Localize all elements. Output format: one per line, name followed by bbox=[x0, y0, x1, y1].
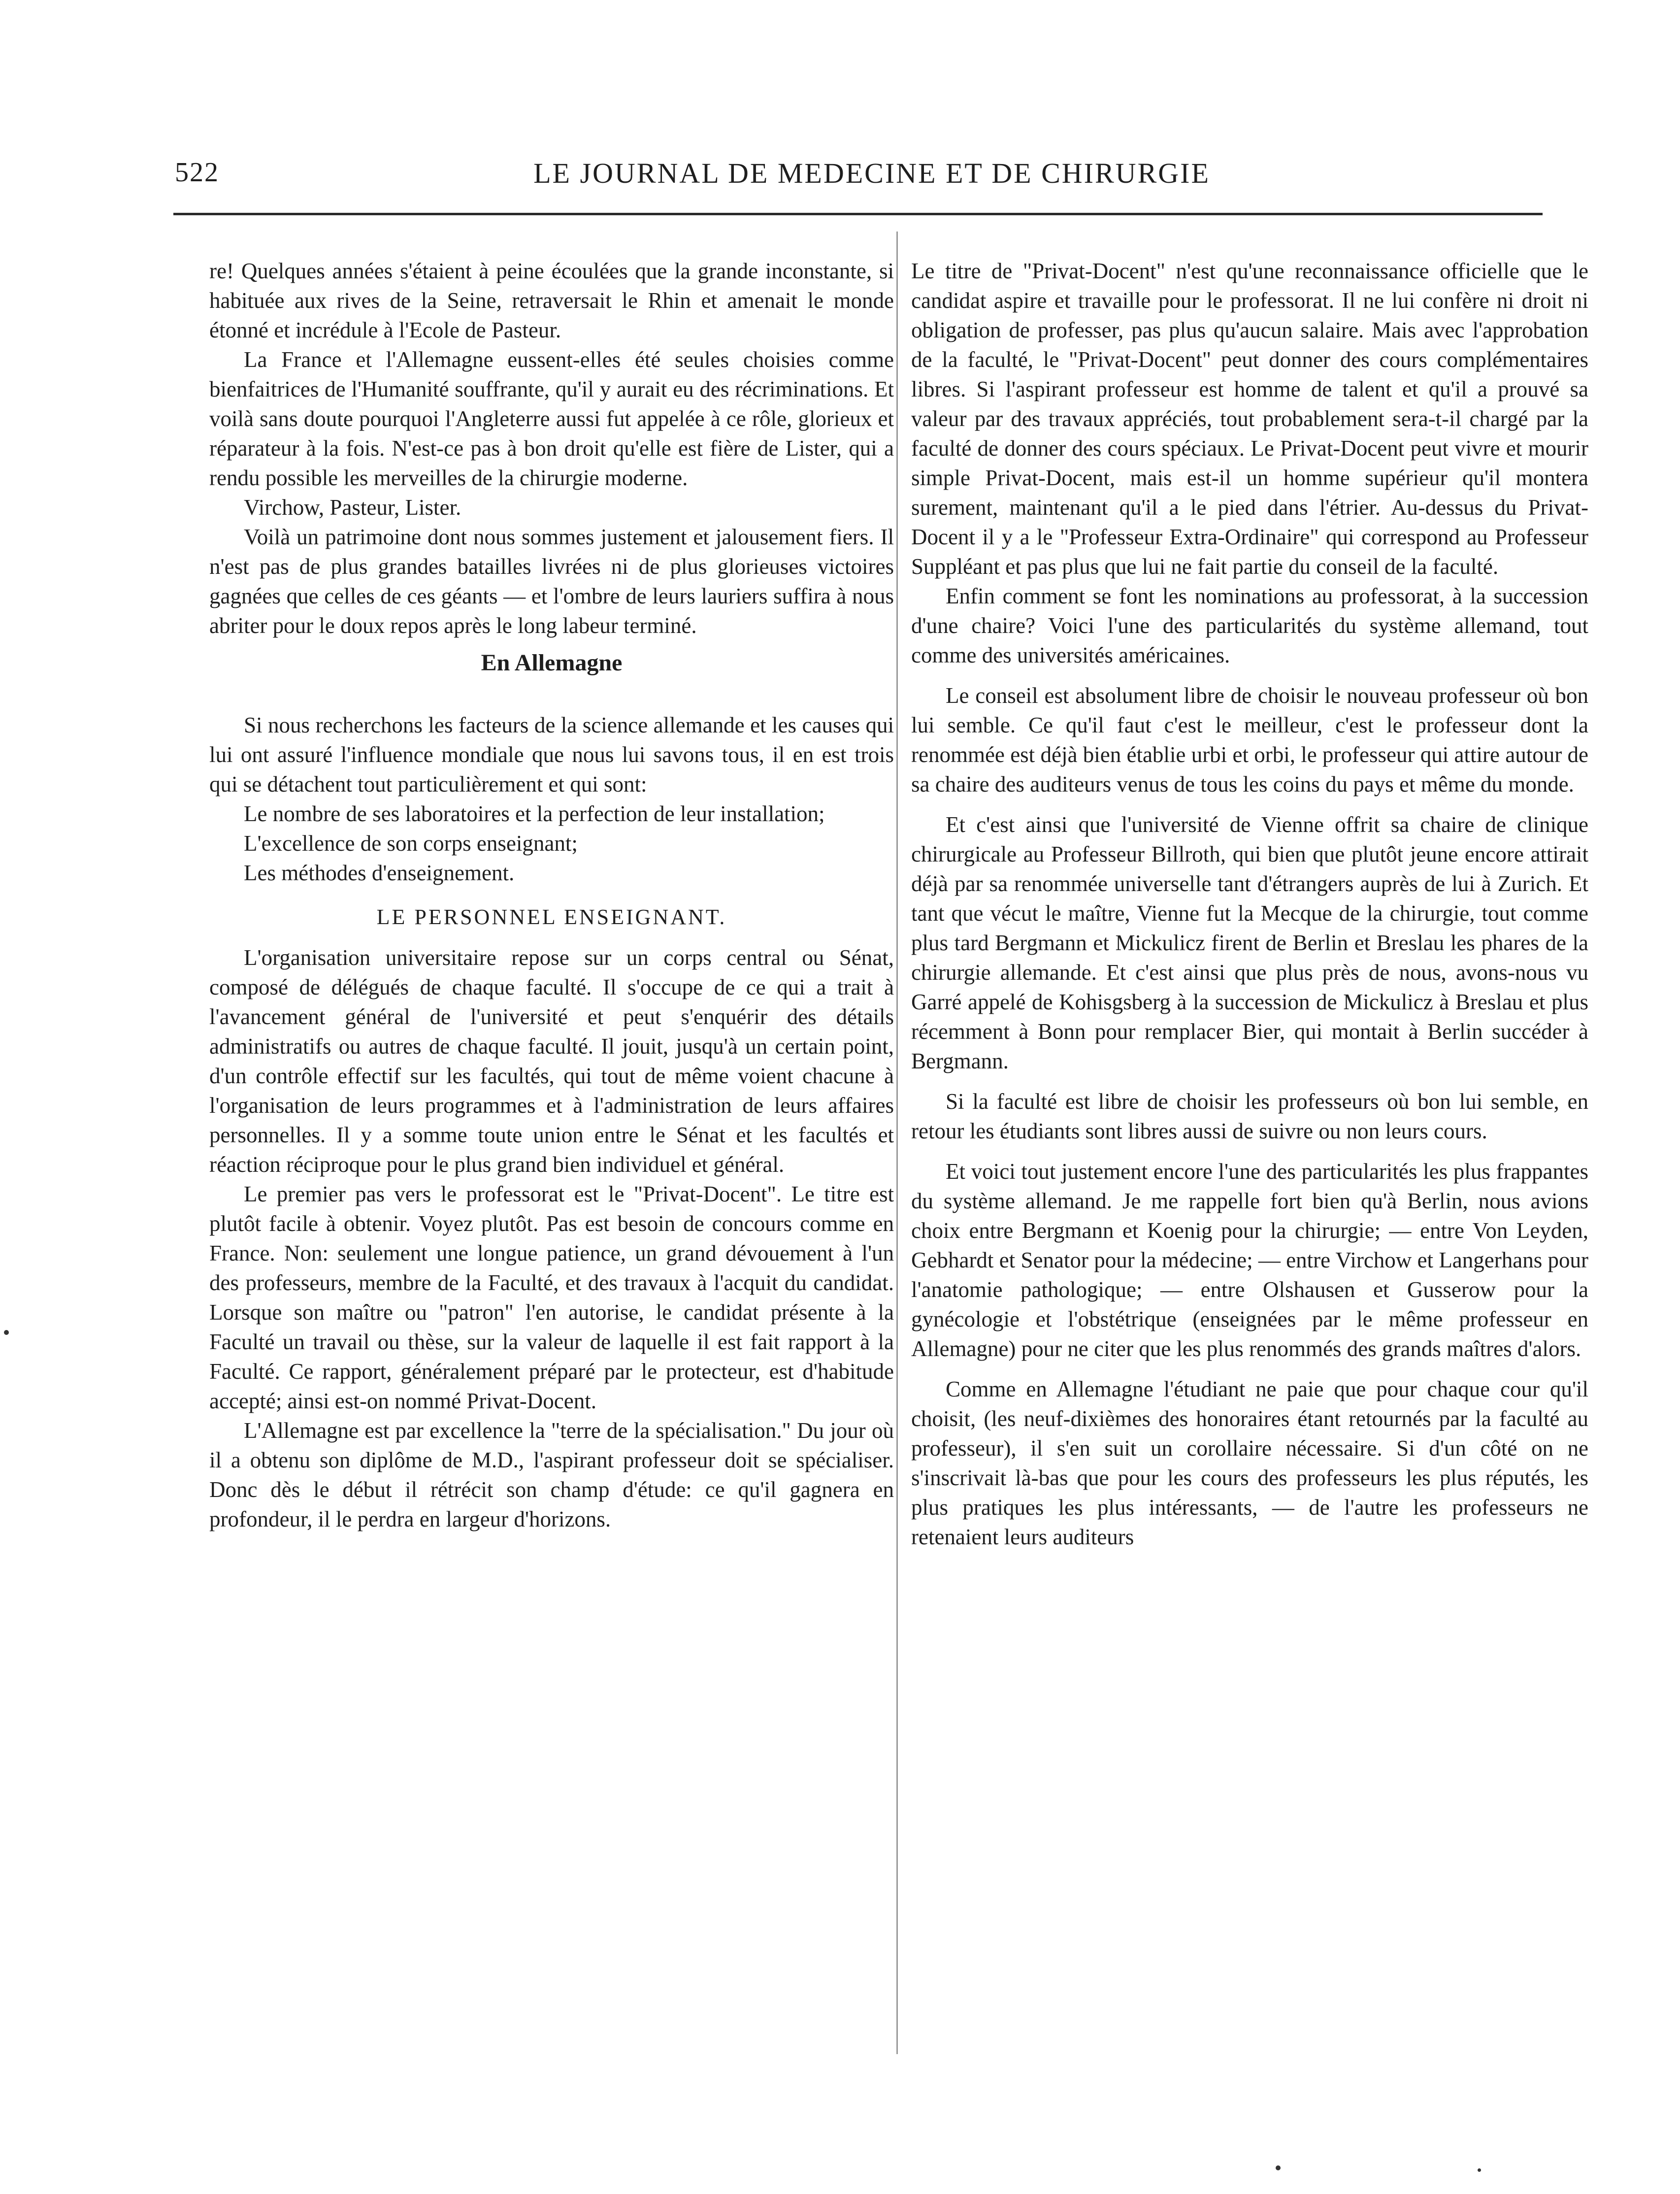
paragraph: Et voici tout justement encore l'une des particularités les plus frappantes du système allemand. Je me rappelle fort bien qu'à Berlin, nous avions choix entre Bergmann et Koenig pour la chirurgie; — entre Von Leyden, Gebhardt et Senator pour la médecine; — entre Virchow et Langerhans pour l'anatomie pathologique; — entre Olshausen et Gusserow pour la gynécologie et l'obstétrique (enseignées par le même professeur en Allemagne) pour ne citer que les plus renommés des grands maîtres d'alors. bbox=[911, 1159, 1588, 1361]
paragraph: L'Allemagne est par excellence la "terre de la spécialisation." Du jour où il a obtenu son diplôme de M.D., l'aspirant professeur doit se spécialiser. Donc dès le début il rétrécit son champ d'étude: ce qu'il gagnera en profondeur, il le perdra en largeur d'horizons. bbox=[209, 1418, 894, 1531]
paragraph: L'excellence de son corps enseignant; bbox=[244, 831, 578, 856]
paragraph: Si nous recherchons les facteurs de la science allemande et les causes qui lui ont assuré l'influence mondiale que nous lui savons tous, il en est trois qui se détachent tout particulièrement et qui sont: bbox=[209, 713, 894, 797]
right-column bbox=[911, 256, 1588, 1552]
column-rule bbox=[896, 232, 898, 2054]
ink-speck bbox=[1478, 2168, 1481, 2172]
paragraph: Le premier pas vers le professorat est le "Privat-Docent". Le titre est plutôt facile à obtenir. Voyez plutôt. Pas est besoin de concours comme en France. Non: seulement une longue patience, un grand dévouement à l'un des professeurs, membre de la Faculté, et des travaux à l'acquit du candidat. Lorsque son maître ou "patron" l'en autorise, le candidat présente à la Faculté un travail ou thèse, sur la valeur de laquelle il est fait rapport à la Faculté. Ce rapport, généralement préparé par le protecteur, est d'habitude accepté; ainsi est-on nommé Privat-Docent. bbox=[209, 1182, 894, 1413]
paragraph: Le conseil est absolument libre de choisir le nouveau professeur où bon lui semble. Ce qu'il faut c'est le meilleur, c'est le professeur dont la renommée est déjà bien établie urbi et orbi, le professeur qui attire autour de sa chaire des auditeurs venus de tous les coins du pays et même du monde. bbox=[911, 683, 1588, 797]
left-column bbox=[209, 256, 894, 1534]
page-number: 522 bbox=[175, 157, 219, 188]
paragraph: Virchow, Pasteur, Lister. bbox=[244, 495, 461, 520]
paragraph: Le nombre de ses laboratoires et la perfection de leur installation; bbox=[244, 801, 825, 826]
paragraph: Comme en Allemagne l'étudiant ne paie que pour chaque cour qu'il choisit, (les neuf-dixièmes des honoraires étant retournés par la faculté au professeur), il s'en suit un corollaire nécessaire. Si d'un côté on ne s'inscrivait là-bas que pour les cours des professeurs les plus réputés, les plus pratiques les plus intéressants, — de l'autre les professeurs ne retenaient leurs auditeurs bbox=[911, 1377, 1588, 1549]
ink-speck bbox=[4, 1330, 9, 1335]
running-title: LE JOURNAL DE MEDECINE ET DE CHIRURGIE bbox=[533, 157, 1210, 189]
paragraph: Si la faculté est libre de choisir les professeurs où bon lui semble, en retour les étudiants sont libres aussi de suivre ou non leurs cours. bbox=[911, 1089, 1588, 1143]
section-subheading: LE PERSONNEL ENSEIGNANT. bbox=[376, 905, 727, 929]
section-heading: En Allemagne bbox=[481, 650, 623, 676]
ink-speck bbox=[1276, 2165, 1281, 2170]
paragraph: re! Quelques années s'étaient à peine écoulées que la grande inconstante, si habituée aux rives de la Seine, retraversait le Rhin et amenait le monde étonné et incrédule à l'Ecole de Pasteur. bbox=[209, 259, 894, 342]
header-rule bbox=[173, 213, 1543, 215]
paragraph: Et c'est ainsi que l'université de Vienne offrit sa chaire de clinique chirurgicale au Professeur Billroth, qui bien que plutôt jeune encore attirait déjà par sa renommée universelle tant d'étrangers auprès de lui à Zurich. Et tant que vécut le maître, Vienne fut la Mecque de la chirurgie, tout comme plus tard Bergmann et Mickulicz firent de Berlin et Breslau les phares de la chirurgie allemande. Et c'est ainsi que plus près de nous, avons-nous vu Garré appelé de Kohisgsberg à la succession de Mickulicz à Breslau et plus récemment à Bonn pour remplacer Bier, qui montait à Berlin succéder à Bergmann. bbox=[911, 812, 1588, 1073]
paragraph: L'organisation universitaire repose sur un corps central ou Sénat, composé de délégués de chaque faculté. Il s'occupe de ce qui a trait à l'avancement général de l'université et peut s'enquérir des détails administratifs ou autres de chaque faculté. Il jouit, jusqu'à un certain point, d'un contrôle effectif sur les facultés, qui tout de même voient chacune à l'organisation de leurs programmes et à l'administration de leurs affaires personnelles. Il y a somme toute union entre le Sénat et les facultés et réaction réciproque pour le plus grand bien individuel et général. bbox=[209, 945, 894, 1177]
paragraph: La France et l'Allemagne eussent-elles été seules choisies comme bienfaitrices de l'Humanité souffrante, qu'il y aurait eu des récriminations. Et voilà sans doute pourquoi l'Angleterre aussi fut appelée à ce rôle, glorieux et réparateur à la fois. N'est-ce pas à bon droit qu'elle est fière de Lister, qui a rendu possible les merveilles de la chirurgie moderne. bbox=[209, 347, 894, 490]
paragraph: Voilà un patrimoine dont nous sommes justement et jalousement fiers. Il n'est pas de plus grandes batailles livrées ni de plus glorieuses victoires gagnées que celles de ces géants — et l'ombre de leurs lauriers suffira à nous abriter pour le doux repos après le long labeur terminé. bbox=[209, 525, 894, 638]
paragraph: Les méthodes d'enseignement. bbox=[244, 861, 515, 885]
paragraph: Enfin comment se font les nominations au professorat, à la succession d'une chaire? Voici l'une des particularités du système allemand, tout comme des universités américaines. bbox=[911, 584, 1588, 667]
paragraph: Le titre de "Privat-Docent" n'est qu'une reconnaissance officielle que le candidat aspire et travaille pour le professorat. Il ne lui confère ni droit ni obligation de professer, pas plus qu'aucun salaire. Mais avec l'approbation de la faculté, le "Privat-Docent" peut donner des cours complémentaires libres. Si l'aspirant professeur est homme de talent et qu'il a prouvé sa valeur par des travaux appréciés, tout probablement sera-t-il chargé par la faculté de donner des cours spéciaux. Le Privat-Docent peut vivre et mourir simple Privat-Docent, mais est-il un homme supérieur qu'il montera surement, maintenant qu'il a le pied dans l'étrier. Au-dessus du Privat-Docent il y a le "Professeur Extra-Ordinaire" qui correspond au Professeur Suppléant et pas plus que lui ne fait partie du conseil de la faculté. bbox=[911, 259, 1588, 579]
